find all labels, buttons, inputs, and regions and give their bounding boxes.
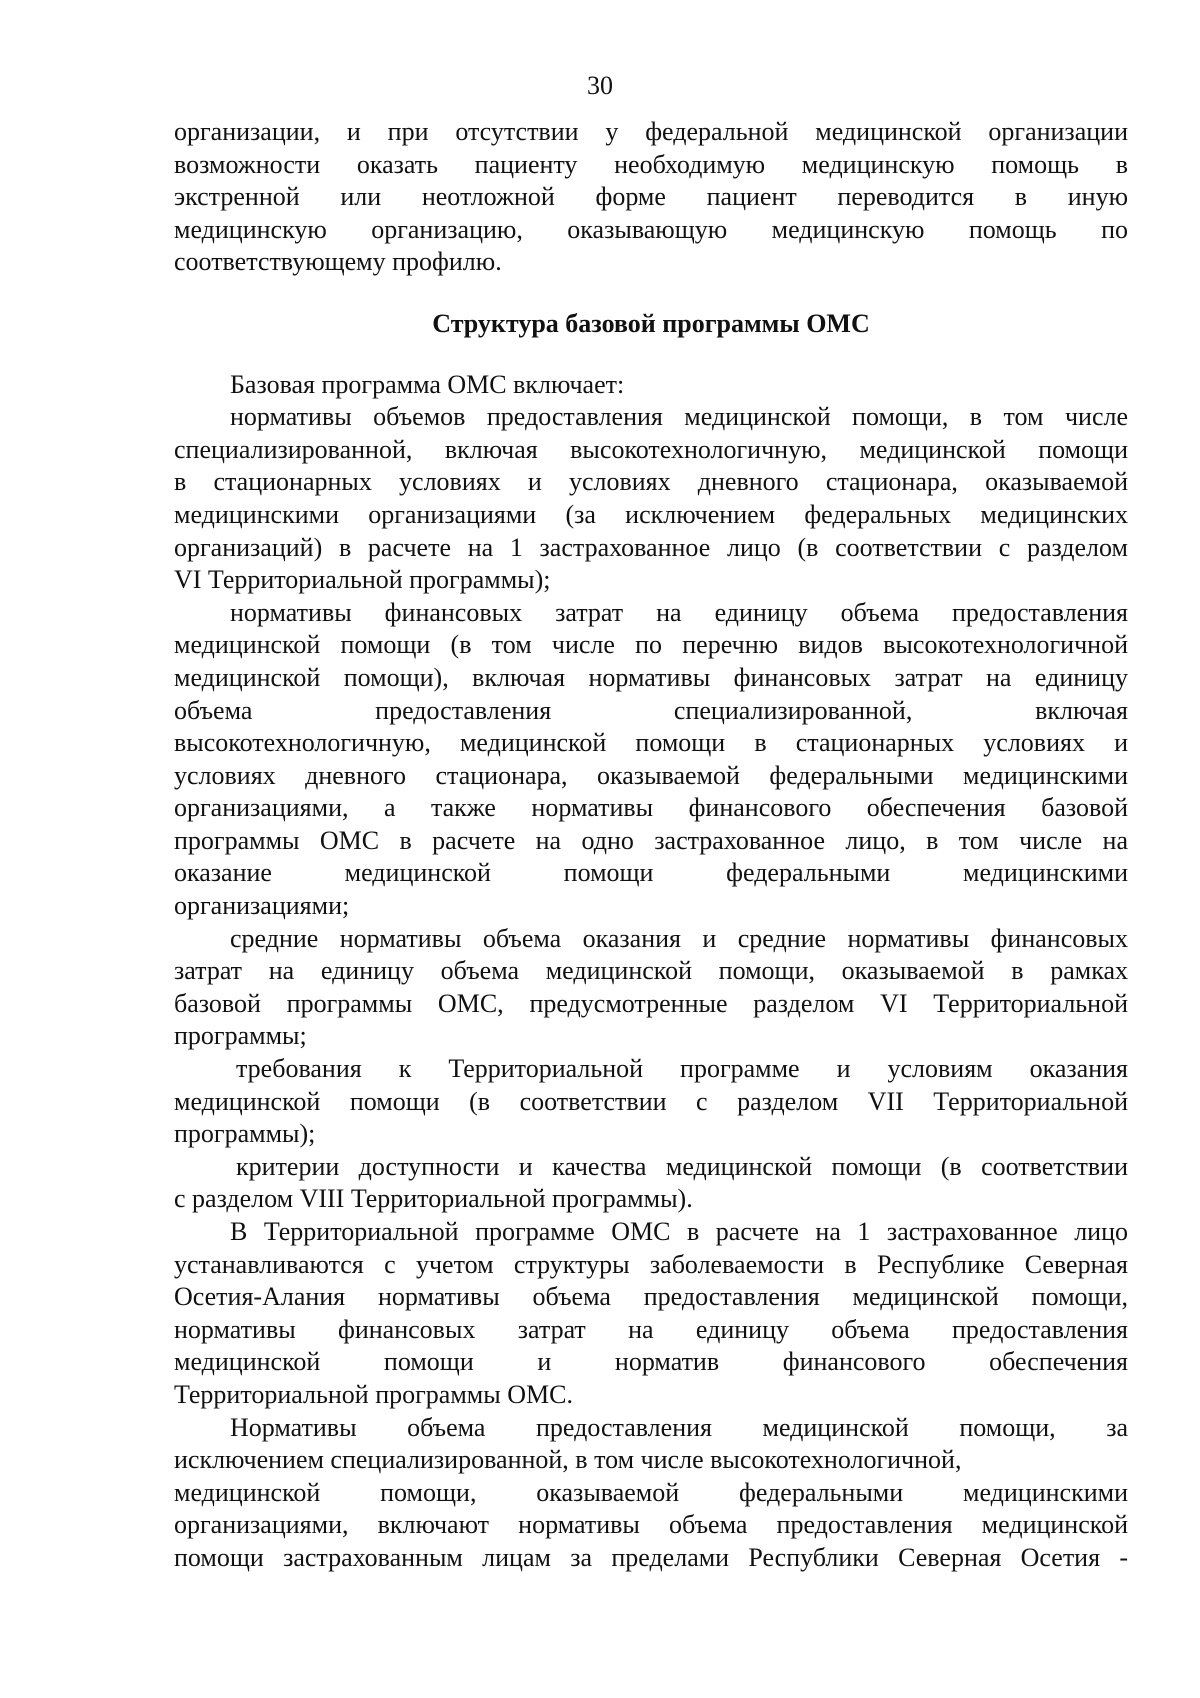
text-line: с разделом VIII Территориальной программы).: [174, 1184, 693, 1214]
text-line: медицинскую организацию, оказывающую медицинскую помощь по: [174, 214, 1128, 244]
text-line: медицинской помощи, оказываемой федеральными медицинскими: [174, 1477, 1128, 1507]
text-line: исключением специализированной, в том числе высокотехнологичной,: [174, 1445, 962, 1475]
text-line: помощи застрахованным лицам за пределами Республики Северная Осетия -: [174, 1542, 1128, 1572]
document-body: [174, 116, 1128, 1575]
text-line: медицинской помощи (в том числе по перечню видов высокотехнологичной: [174, 630, 1128, 660]
text-line: соответствующему профилю.: [174, 247, 502, 277]
text-line: программы;: [174, 1021, 307, 1051]
paragraph-start: Базовая программа ОМС включает:: [230, 369, 625, 399]
text-line: медицинской помощи), включая нормативы финансовых затрат на единицу: [174, 662, 1128, 692]
text-line: экстренной или неотложной форме пациент переводится в иную: [174, 182, 1128, 212]
section-heading: Структура базовой программы ОМС: [432, 308, 870, 338]
text-line: специализированной, включая высокотехнологичную, медицинской помощи: [174, 434, 1128, 464]
text-line: нормативы финансовых затрат на единицу объема предоставления: [174, 1314, 1128, 1344]
text-line: возможности оказать пациенту необходимую медицинскую помощь в: [174, 149, 1128, 179]
text-line: организации, и при отсутствии у федеральной медицинской организации: [174, 117, 1128, 146]
paragraph-start: требования к Территориальной программе и условиям оказания: [236, 1054, 1128, 1084]
text-line: медицинской помощи (в соответствии с разделом VII Территориальной: [174, 1086, 1128, 1116]
paragraph-start: нормативы финансовых затрат на единицу объема предоставления: [230, 597, 1128, 627]
text-line: объема предоставления специализированной, включая: [174, 695, 1128, 725]
text-line: организациями;: [174, 891, 350, 921]
paragraph-start: В Территориальной программе ОМС в расчете на 1 застрахованное лицо: [230, 1217, 1128, 1246]
text-line: высокотехнологичную, медицинской помощи в стационарных условиях и: [174, 728, 1128, 758]
text-line: программы);: [174, 1119, 316, 1149]
text-line: VI Территориальной программы);: [174, 565, 551, 595]
text-line: организациями, включают нормативы объема предоставления медицинской: [174, 1510, 1128, 1540]
page-number: 30: [587, 71, 613, 100]
text-line: организациями, а также нормативы финансового обеспечения базовой: [174, 793, 1128, 823]
text-line: программы ОМС в расчете на одно застрахованное лицо, в том числе на: [174, 825, 1128, 855]
text-line: базовой программы ОМС, предусмотренные разделом VI Территориальной: [174, 988, 1128, 1018]
text-line: в стационарных условиях и условиях дневного стационара, оказываемой: [174, 467, 1128, 497]
text-line: медицинской помощи и норматив финансового обеспечения: [174, 1347, 1128, 1377]
text-line: Территориальной программы ОМС.: [174, 1379, 573, 1409]
text-line: устанавливаются с учетом структуры заболеваемости в Республике Северная: [174, 1249, 1128, 1279]
paragraph-start: средние нормативы объема оказания и средние нормативы финансовых: [230, 923, 1128, 953]
text-line: медицинскими организациями (за исключением федеральных медицинских: [174, 499, 1128, 529]
paragraph-start: критерии доступности и качества медицинской помощи (в соответствии: [236, 1151, 1128, 1181]
text-line: условиях дневного стационара, оказываемой федеральными медицинскими: [174, 760, 1128, 790]
paragraph-start: Нормативы объема предоставления медицинской помощи, за: [230, 1412, 1128, 1442]
text-line: оказание медицинской помощи федеральными медицинскими: [174, 858, 1128, 888]
text-line: Осетия-Алания нормативы объема предоставления медицинской помощи,: [174, 1282, 1128, 1312]
text-line: затрат на единицу объема медицинской помощи, оказываемой в рамках: [174, 956, 1128, 986]
paragraph-start: нормативы объемов предоставления медицинской помощи, в том числе: [230, 402, 1128, 432]
text-line: организаций) в расчете на 1 застрахованное лицо (в соответствии с разделом: [174, 532, 1128, 562]
